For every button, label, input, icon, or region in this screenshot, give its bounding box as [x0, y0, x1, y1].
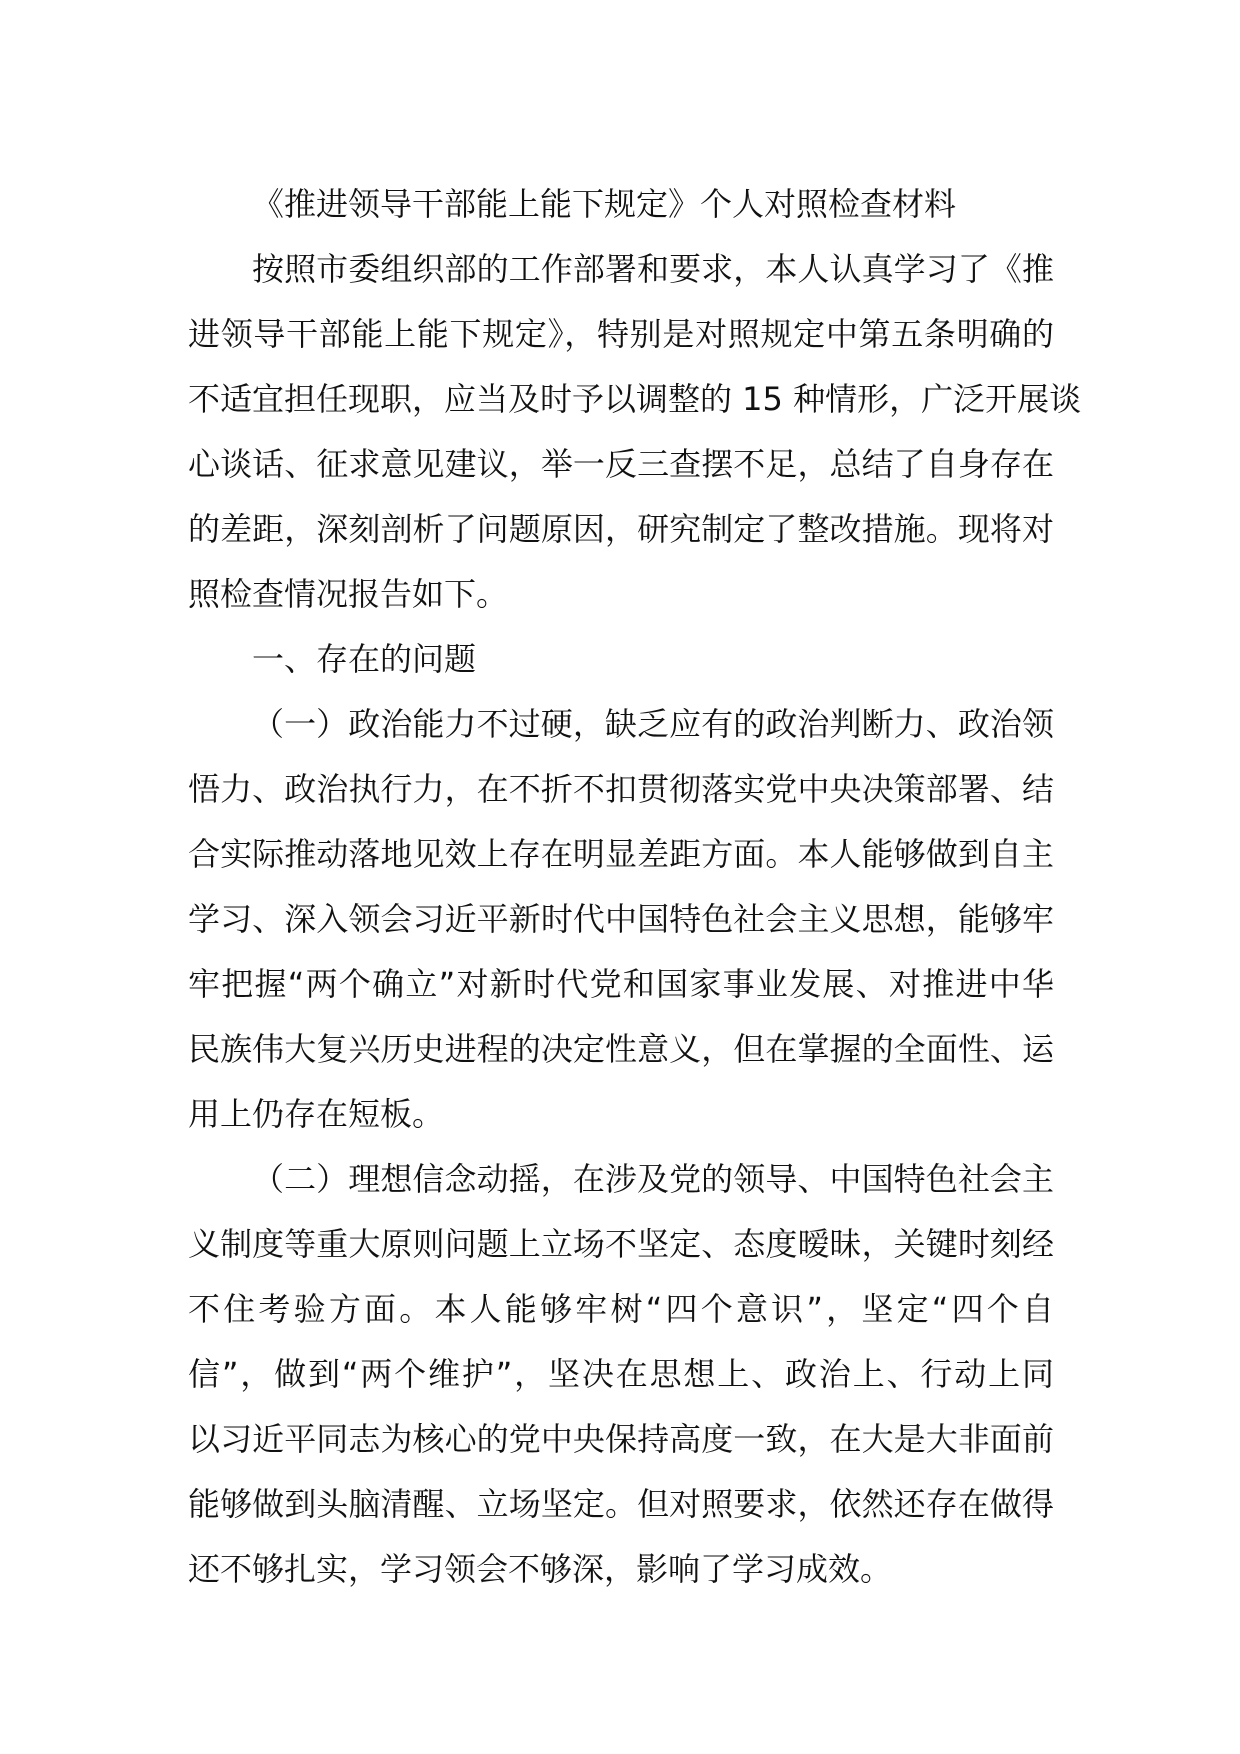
item-one-paragraph: [188, 692, 1054, 1147]
text-line: （二）理想信念动摇，在涉及党的领导、中国特色社会主: [252, 1160, 1054, 1198]
text-line: 学习、深入领会习近平新时代中国特色社会主义思想，能够牢: [188, 900, 1054, 938]
text-line: 还不够扎实，学习领会不够深，影响了学习成效。: [188, 1550, 893, 1588]
document-body: [188, 172, 1082, 1602]
text-line: 心谈话、征求意见建议，举一反三查摆不足，总结了自身存在: [188, 445, 1054, 483]
text-line: 能够做到头脑清醒、立场坚定。但对照要求，依然还存在做得: [188, 1485, 1054, 1523]
text-line: 以习近平同志为核心的党中央保持高度一致，在大是大非面前: [188, 1420, 1054, 1458]
text-line: 照检查情况报告如下。: [188, 575, 509, 613]
text-line: （一）政治能力不过硬，缺乏应有的政治判断力、政治领: [252, 705, 1054, 743]
text-line: 信”，做到“两个维护”，坚决在思想上、政治上、行动上同: [188, 1355, 1054, 1393]
text-line: 进领导干部能上能下规定》，特别是对照规定中第五条明确的: [188, 315, 1054, 353]
document-title: 《推进领导干部能上能下规定》个人对照检查材料: [252, 185, 957, 223]
text-line: 按照市委组织部的工作部署和要求，本人认真学习了《推: [252, 250, 1054, 288]
intro-paragraph: [188, 237, 1082, 627]
text-line: 用上仍存在短板。: [188, 1095, 445, 1133]
text-line: 义制度等重大原则问题上立场不坚定、态度暧昧，关键时刻经: [188, 1225, 1054, 1263]
item-two-paragraph: [188, 1147, 1054, 1602]
section-heading: [188, 627, 1054, 692]
text-line: 的差距，深刻剖析了问题原因，研究制定了整改措施。现将对: [188, 510, 1054, 548]
text-line: 合实际推动落地见效上存在明显差距方面。本人能够做到自主: [188, 835, 1054, 873]
text-line: 不住考验方面。本人能够牢树“四个意识”，坚定“四个自: [188, 1290, 1054, 1328]
text-line: 不适宜担任现职，应当及时予以调整的 15 种情形，广泛开展谈: [188, 380, 1082, 418]
text-line: 牢把握“两个确立”对新时代党和国家事业发展、对推进中华: [188, 965, 1054, 1003]
text-line: 悟力、政治执行力，在不折不扣贯彻落实党中央决策部署、结: [188, 770, 1054, 808]
section-heading-text: 一、存在的问题: [252, 640, 477, 678]
text-line: 民族伟大复兴历史进程的决定性意义，但在掌握的全面性、运: [188, 1030, 1054, 1068]
